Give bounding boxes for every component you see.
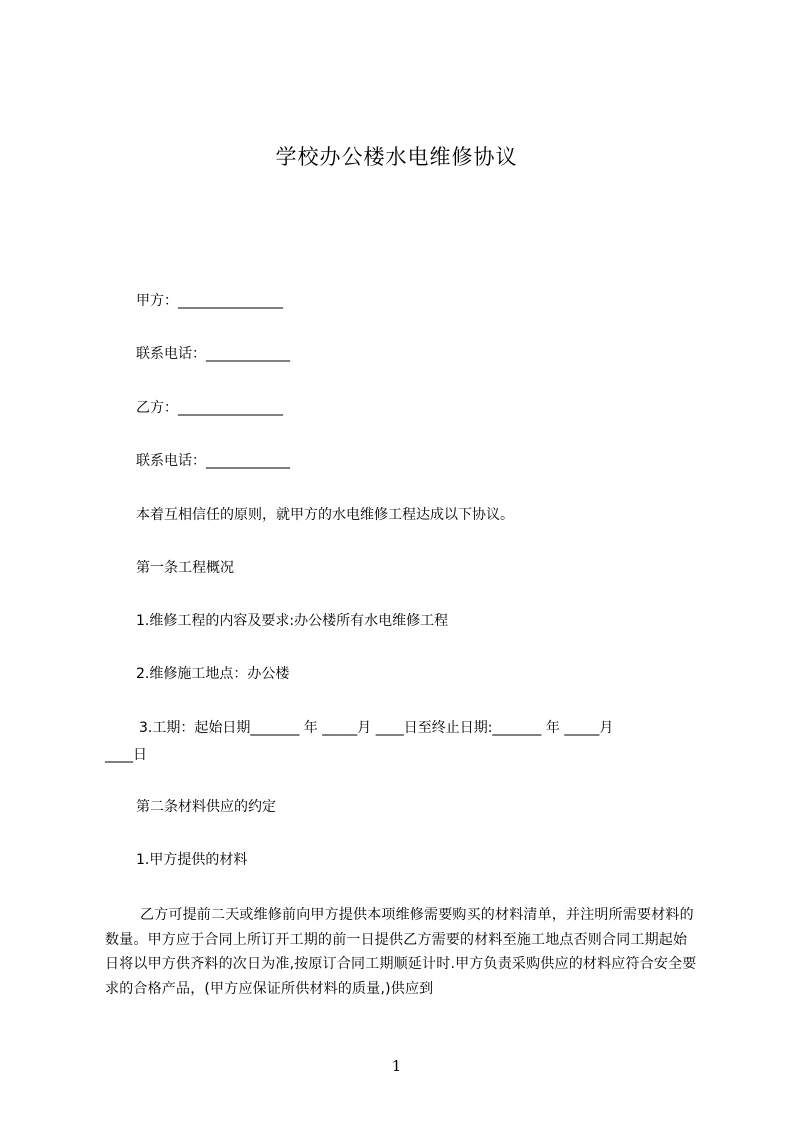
article-1-item-1: 1.维修工程的内容及要求:办公楼所有水电维修工程 [136, 613, 449, 629]
article-1-item-3: 3.工期：起始日期_______ 年 _____月 ____日至终止日期:_______ 年 _____月 [139, 720, 614, 736]
party-b-line: 乙方：_______________ [136, 400, 283, 416]
intro-paragraph: 本着互相信任的原则，就甲方的水电维修工程达成以下协议。 [136, 507, 514, 523]
article-1-heading: 第一条工程概况 [136, 560, 234, 576]
article-2-item-1: 1.甲方提供的材料 [136, 852, 248, 868]
page-number: 1 [391, 1057, 402, 1075]
party-a-line: 甲方：_______________ [136, 293, 283, 309]
party-a-phone-line: 联系电话：____________ [136, 346, 290, 362]
document-title: 学校办公楼水电维修协议 [275, 145, 518, 169]
article-1-item-3-continued: ____日 [105, 747, 147, 763]
article-2-heading: 第二条材料供应的约定 [136, 799, 276, 815]
article-2-paragraph: 乙方可提前二天或维修前向甲方提供本项维修需要购买的材料清单，并注明所需要材料的数量。甲方应于合同上所订开工期的前一日提供乙方需要的材料至施工地点否则合同工期起始日将以甲方供齐料的次日为准,按原订合同工期顺延计时.甲方负责采购供应的材料应符合安全要求的合格产品，(甲方应保证所供材料的质量,)供应到 [105, 907, 697, 997]
article-1-item-2: 2.维修施工地点：办公楼 [136, 666, 290, 682]
party-b-phone-line: 联系电话：____________ [136, 453, 290, 469]
